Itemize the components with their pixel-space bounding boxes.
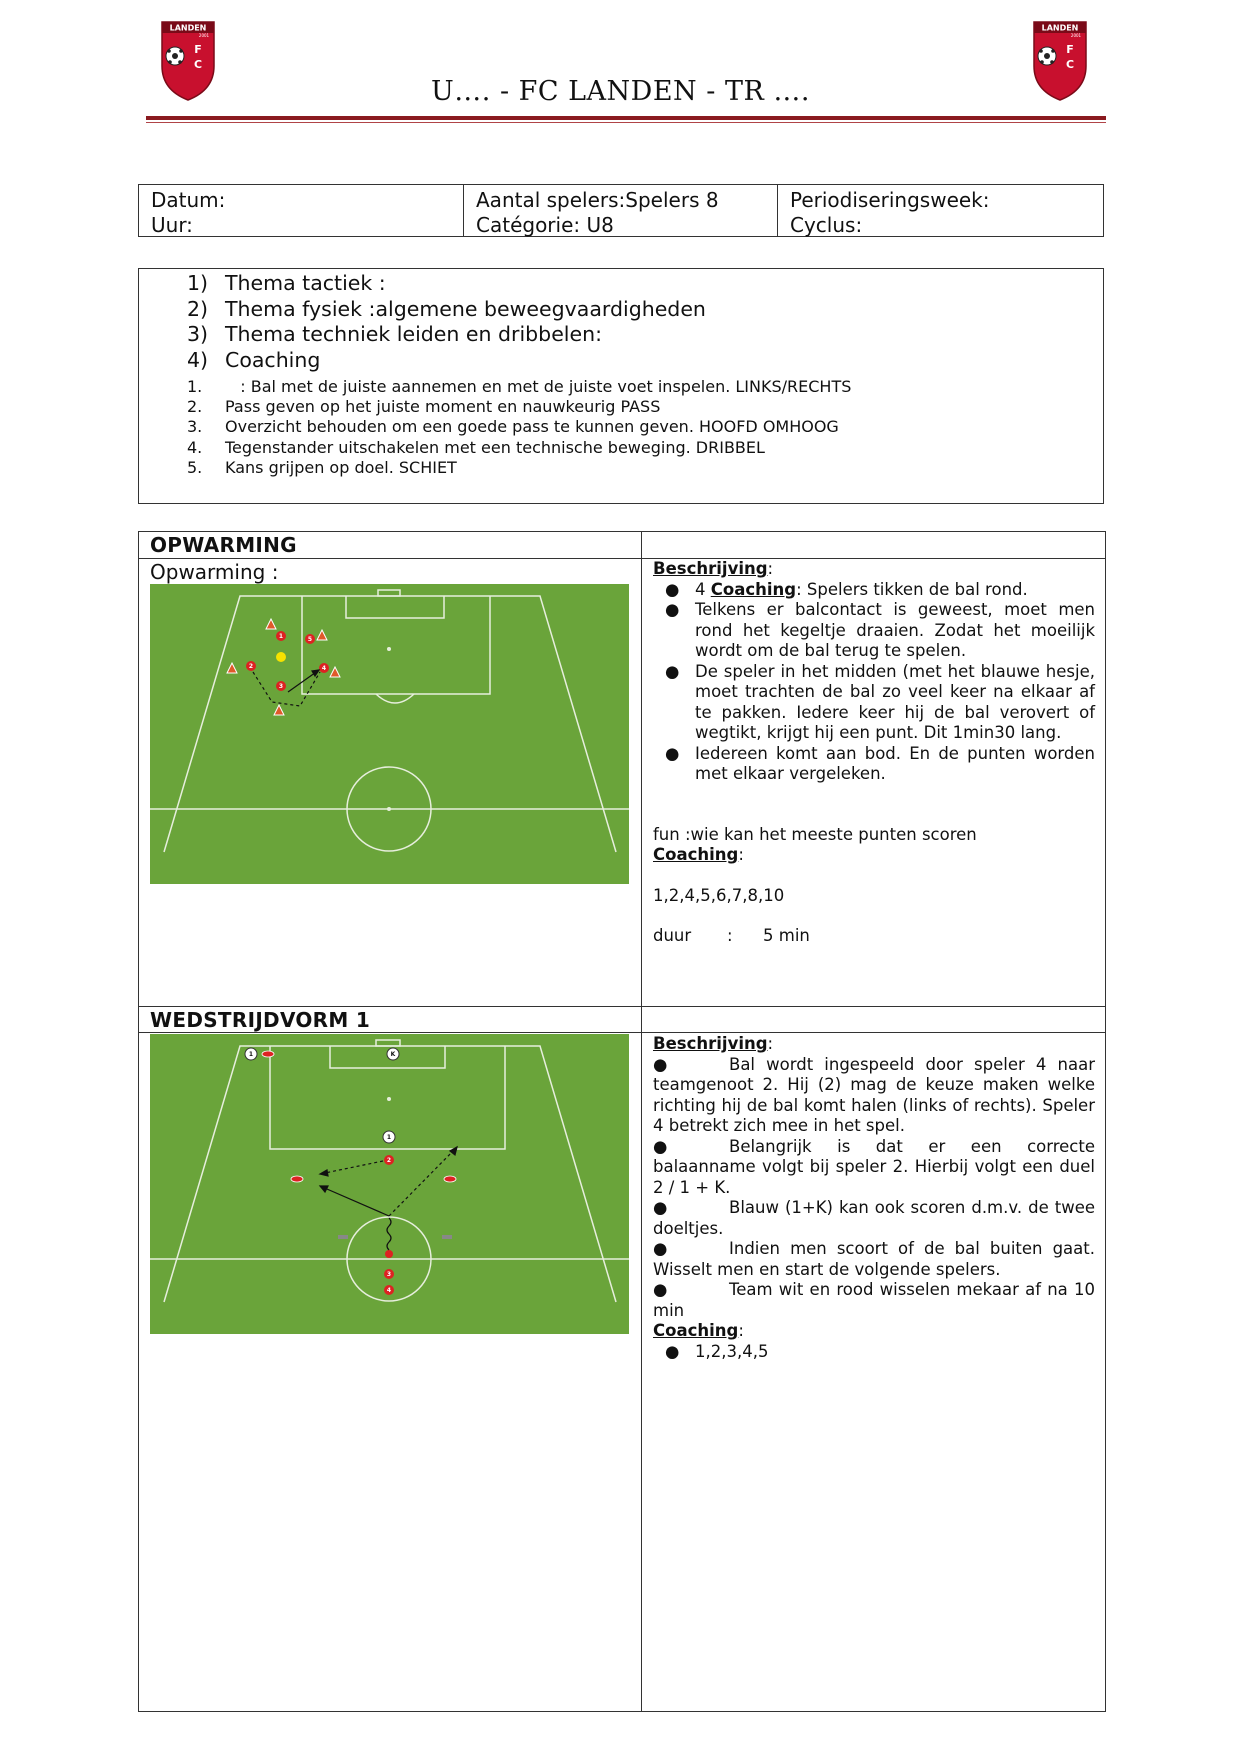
svg-text:F: F [1066, 43, 1074, 56]
bullet-item: ● Iedereen komt aan bod. En de punten worden met elkaar vergeleken. [665, 743, 1095, 783]
svg-text:C: C [193, 58, 203, 71]
coaching-numbers: 1,2,4,5,6,7,8,10 [653, 885, 785, 905]
player-marker [246, 661, 256, 671]
table-column-divider [641, 532, 642, 1711]
beschrijving-header: Beschrijving [653, 559, 768, 578]
player-marker [305, 634, 315, 644]
uur-label: Uur: [151, 213, 193, 237]
session-info-table [138, 184, 1104, 237]
opwarming-bullets [653, 580, 1095, 785]
duur: duur : 5 min [653, 926, 810, 945]
svg-text:1: 1 [248, 1051, 254, 1058]
theme-item: 4) Coaching [187, 347, 321, 372]
svg-text:5: 5 [307, 636, 313, 643]
description-paragraph: ● Bal wordt ingespeeld door speler 4 naar teamgenoot 2. Hij (2) mag de keuze maken welke richting hij de bal komt halen (links of rechts). Speler 4 betrekt zich mee in het spel. [653, 1054, 1095, 1135]
coaching-header: Coaching [653, 845, 739, 864]
player-marker [383, 1131, 395, 1143]
coaching-points-list [139, 377, 1103, 478]
svg-text:K: K [390, 1051, 396, 1058]
wedstrijdvorm-description: Beschrijving: ● Bal wordt ingespeeld door speler 4 naar teamgenoot 2. Hij (2) mag de keuze maken welke richting hij de bal komt halen (links of rechts). Speler 4 betrekt zich mee in het spel. ● Belangrijk is dat er een correcte balaanname volgt bij speler 2. Hierbij volgt een duel 2 / 1 + K. ● Blauw (1+K) kan ook scoren d.m.v. de twee doeltjes. ● Indien men scoort of de bal buiten gaat. Wisselt men en start de volgende spelers. ● Team wit en rood wisselen mekaar af na 10 min Coaching: ● 1,2,3,4,5 [653, 1034, 1095, 1361]
bullet-item: ● Telkens er balcontact is geweest, moet men rond het kegeltje draaien. Zodat het moeilijk wordt om de bal terug te spelen. [665, 600, 1095, 660]
title-divider [146, 116, 1106, 120]
svg-text:4: 4 [386, 1287, 392, 1294]
coaching-point: 1. : Bal met de juiste aannemen en met de juiste voet inspelen. LINKS/RECHTS [187, 377, 852, 396]
theme-list [139, 271, 1103, 373]
theme-item: 3) Thema techniek leiden en dribbelen: [187, 322, 603, 346]
svg-text:1: 1 [278, 633, 284, 640]
svg-text:2: 2 [248, 663, 254, 670]
logo-year: 2001 [198, 33, 210, 38]
player-marker [276, 681, 286, 691]
opwarming-description: Beschrijving: ● 4 Coaching: Spelers tikken de bal rond. ● Telkens er balcontact is geweest, moet men rond het kegeltje draaien. Zodat het moeilijk wordt om de bal terug te spelen. ● De speler in het midden (met het blauwe hesje, moet trachten de bal zo veel keer na elkaar af te pakken. Iedere keer hij de bal verovert of wegtikt, krijgt hij een punt. Dit 1min30 lang. ● Iedereen komt aan bod. En de punten worden met elkaar vergeleken. fun :wie kan het meeste punten scoren Coaching: 1,2,4,5,6,7,8,10 duur : 5 min [653, 559, 1095, 945]
section-title-opwarming: OPWARMING [150, 533, 297, 557]
opwarming-subtitle: Opwarming : [150, 560, 279, 584]
player-marker [245, 1048, 257, 1060]
coaching-point: 4. Tegenstander uitschakelen met een technische beweging. DRIBBEL [187, 437, 765, 457]
bullet-item: ● 1,2,3,4,5 [665, 1341, 769, 1361]
player-marker [319, 663, 329, 673]
player-marker [276, 631, 286, 641]
wedstrijdvorm-coaching-list [653, 1342, 1095, 1363]
description-paragraph: ● Blauw (1+K) kan ook scoren d.m.v. de twee doeltjes. [653, 1198, 1095, 1238]
svg-text:C: C [1065, 58, 1075, 71]
coaching-point: 2. Pass geven op het juiste moment en nauwkeurig PASS [187, 397, 661, 417]
svg-text:F: F [194, 43, 202, 56]
theme-item: 1) Thema tactiek : [187, 271, 386, 295]
info-cell-date [139, 185, 464, 236]
theme-item: 2) Thema fysiek :algemene beweegvaardigheden [187, 296, 706, 321]
player-marker [384, 1285, 394, 1295]
bullet-item: ● 4 Coaching: Spelers tikken de bal rond. [665, 579, 1028, 599]
logo-year: 2001 [1070, 33, 1082, 38]
coaching-point: 3. Overzicht behouden om een goede pass te kunnen geven. HOOFD OMHOOG [187, 417, 839, 437]
cyclus: Cyclus: [790, 213, 863, 237]
player-marker [384, 1269, 394, 1279]
player-marker [384, 1155, 394, 1165]
coaching-header: Coaching [653, 1321, 739, 1340]
wedstrijdvorm-pitch-diagram [150, 1034, 629, 1334]
svg-text:3: 3 [386, 1271, 392, 1278]
svg-text:4: 4 [321, 665, 327, 672]
logo-club-name: LANDEN [169, 23, 207, 33]
periodiseringsweek: Periodiseringsweek: [790, 188, 990, 212]
table-row-divider [139, 1006, 1105, 1007]
description-paragraph: ● Team wit en rood wisselen mekaar af na 10 min [653, 1280, 1095, 1320]
fun-text: fun :wie kan het meeste punten scoren [653, 824, 977, 844]
svg-text:2: 2 [386, 1157, 392, 1164]
player-marker-top [385, 1250, 393, 1258]
svg-text:3: 3 [278, 683, 284, 690]
title-divider-thin [146, 122, 1106, 123]
logo-club-name: LANDEN [1041, 23, 1079, 33]
opwarming-pitch-diagram [150, 584, 629, 884]
defender-marker [276, 652, 286, 662]
section-title-wedstrijdvorm: WEDSTRIJDVORM 1 [150, 1008, 371, 1032]
beschrijving-header: Beschrijving [653, 1034, 768, 1053]
coaching-point: 5. Kans grijpen op doel. SCHIET [187, 457, 457, 477]
bullet-item: ● De speler in het midden (met het blauwe hesje, moet trachten de bal zo veel keer na elkaar af te pakken. Iedere keer hij de bal verovert of wegtikt, krijgt hij een punt. Dit 1min30 lang. [665, 661, 1095, 742]
datum-label: Datum: [151, 188, 226, 212]
svg-text:1: 1 [386, 1134, 392, 1141]
exercises-table [138, 531, 1106, 1712]
info-cell-period [778, 185, 1103, 236]
goalkeeper-marker [387, 1048, 399, 1060]
page-title: U…. - FC LANDEN - TR …. [431, 76, 810, 107]
description-paragraph: ● Indien men scoort of de bal buiten gaat. Wisselt men en start de volgende spelers. [653, 1239, 1095, 1279]
aantal-spelers: Aantal spelers:Spelers 8 [476, 188, 719, 212]
info-cell-players [464, 185, 778, 236]
themes-box [138, 268, 1104, 504]
description-paragraph: ● Belangrijk is dat er een correcte balaanname volgt bij speler 2. Hierbij volgt een duel 2 / 1 + K. [653, 1136, 1095, 1197]
categorie: Catégorie: U8 [476, 213, 614, 237]
table-row-divider [139, 1032, 1105, 1033]
